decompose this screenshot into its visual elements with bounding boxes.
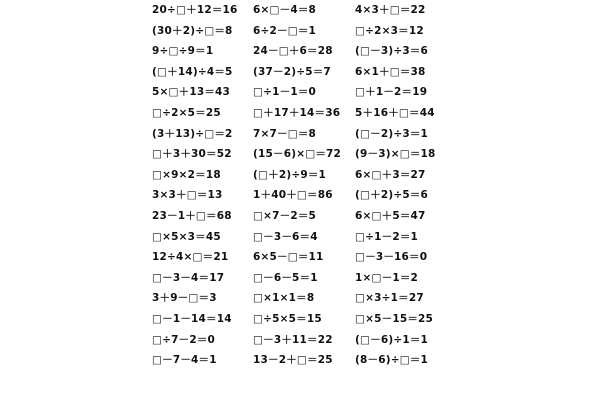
equation: (30＋2)÷□＝8 <box>152 24 233 37</box>
equation: □×1×1＝8 <box>253 292 315 305</box>
equation: □－3－16＝0 <box>355 251 428 264</box>
equation: □÷2×5＝25 <box>152 106 221 119</box>
equation: 5×□＋13＝43 <box>152 86 231 99</box>
equation: □－3＋11＝22 <box>253 333 333 346</box>
equation: □÷2×3＝12 <box>355 24 424 37</box>
equation: 6÷2－□＝1 <box>253 24 317 37</box>
equation: □－6－5＝1 <box>253 271 318 284</box>
equation: 6×□－4＝8 <box>253 4 317 16</box>
equation: □×9×2＝18 <box>152 168 221 181</box>
equation: 6×□＋3＝27 <box>355 168 426 181</box>
equation: □÷5×5＝15 <box>253 312 322 325</box>
equation: 5＋16＋□＝44 <box>355 106 435 119</box>
equation: 6×1＋□＝38 <box>355 65 426 78</box>
equation: □÷1－1＝0 <box>253 86 317 99</box>
equation: (□－2)÷3＝1 <box>355 127 429 140</box>
equation: □＋3＋30＝52 <box>152 148 232 161</box>
equation: □＋17＋14＝36 <box>253 106 341 119</box>
equation: (8－6)÷□＝1 <box>355 354 429 367</box>
problem-column-3 <box>355 0 485 400</box>
equation: 9÷□÷9＝1 <box>152 45 214 58</box>
equation: (□－3)÷3＝6 <box>355 45 429 58</box>
equation: (37－2)÷5＝7 <box>253 65 331 78</box>
equation: 23－1＋□＝68 <box>152 209 232 222</box>
equation: □×7－2＝5 <box>253 209 317 222</box>
equation: 12÷4×□＝21 <box>152 251 229 264</box>
equation: 1×□－1＝2 <box>355 271 419 284</box>
equation: (3＋13)÷□＝2 <box>152 127 233 140</box>
equation: 7×7－□＝8 <box>253 127 317 140</box>
equation: (□＋14)÷4＝5 <box>152 65 233 78</box>
equation: □×5×3＝45 <box>152 230 221 243</box>
equation: 1＋40＋□＝86 <box>253 189 333 202</box>
equation: (9－3)×□＝18 <box>355 148 436 161</box>
equation: □－1－14＝14 <box>152 312 232 325</box>
equation: □＋1－2＝19 <box>355 86 428 99</box>
equation: 3×3＋□＝13 <box>152 189 223 202</box>
equation: (□＋2)÷9＝1 <box>253 168 327 181</box>
equation: 3＋9－□＝3 <box>152 292 217 305</box>
equation: □－7－4＝1 <box>152 354 217 367</box>
equation: (15－6)×□＝72 <box>253 148 342 161</box>
equation: 6×□＋5＝47 <box>355 209 426 222</box>
equation: (□－6)÷1＝1 <box>355 333 429 346</box>
equation: 24－□＋6＝28 <box>253 45 333 58</box>
equation: 13－2＋□＝25 <box>253 354 333 367</box>
equation: □－3－4＝17 <box>152 271 225 284</box>
equation: 6×5－□＝11 <box>253 251 324 264</box>
equation: 20÷□＋12＝16 <box>152 4 238 16</box>
equation: (□＋2)÷5＝6 <box>355 189 429 202</box>
equation: 4×3＋□＝22 <box>355 4 426 16</box>
equation: □÷7－2＝0 <box>152 333 216 346</box>
equation: □÷1－2＝1 <box>355 230 419 243</box>
equation: □×5－15＝25 <box>355 312 434 325</box>
equation: □×3÷1＝27 <box>355 292 424 305</box>
equation: □－3－6＝4 <box>253 230 318 243</box>
